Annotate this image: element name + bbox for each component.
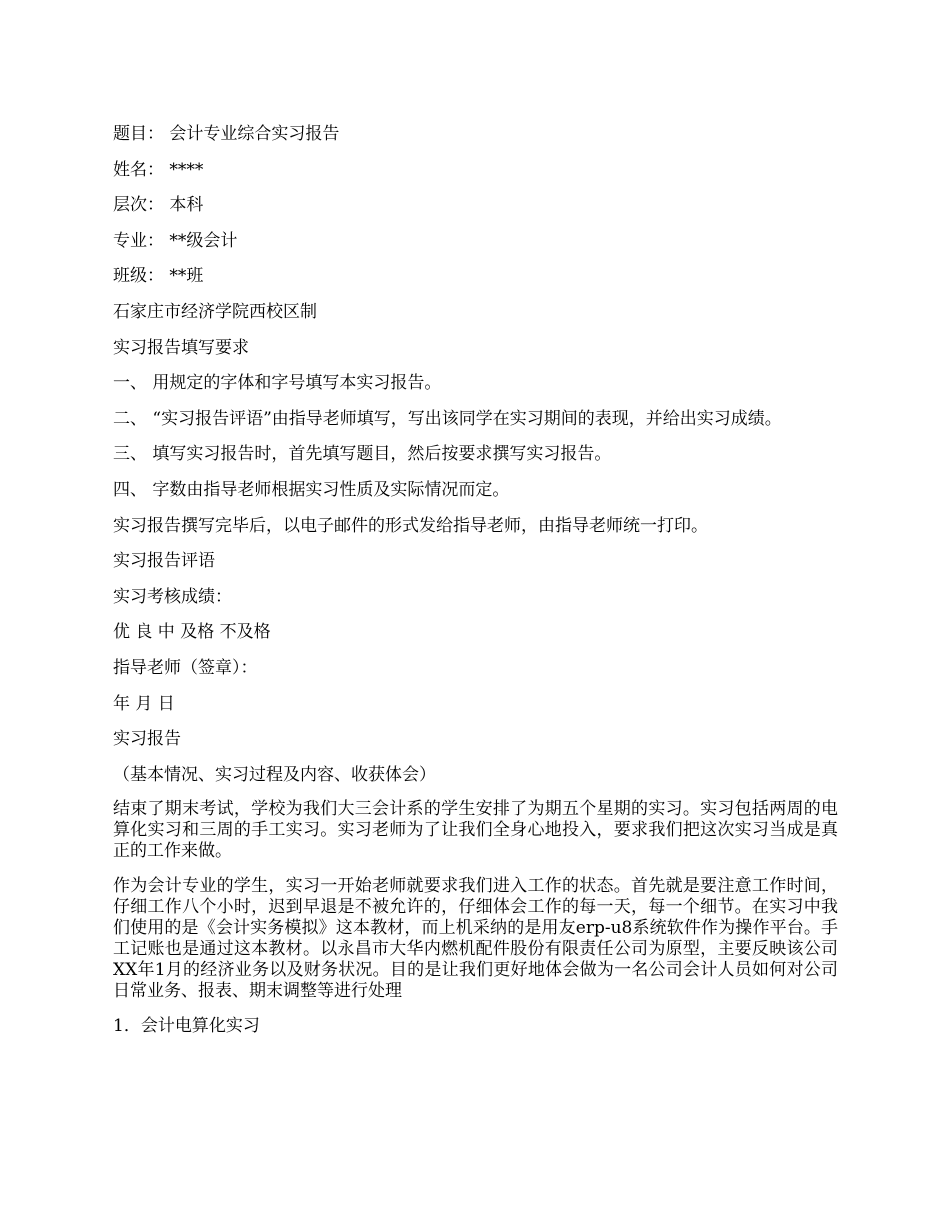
requirement-item-1: 一、 用规定的字体和字号填写本实习报告。 — [113, 373, 442, 394]
report-heading: 实习报告 — [113, 729, 181, 750]
evaluation-grades: 优 良 中 及格 不及格 — [113, 622, 271, 643]
requirements-heading: 实习报告填写要求 — [113, 337, 249, 358]
cover-title: 题目： 会计专业综合实习报告 — [113, 124, 340, 144]
cover-level: 层次： 本科 — [113, 195, 204, 216]
report-section-1-heading: 1．会计电算化实习 — [113, 1016, 260, 1037]
cover-class: 班级： **班 — [113, 266, 204, 287]
report-paragraph-2: 作为会计专业的学生，实习一开始老师就要求我们进入工作的状态。首先就是要注意工作时间，仔细工作八个小时，迟到早退是不被允许的，仔细体会工作的每一天，每一个细节。在实习中我们使用的是《会计实务模拟》这本教材，而上机采纳的是用友erp-u8系统软件作为操作平台。手工记账也是通过这本教材。以永昌市大华内燃机配件股份有限责任公司为原型，主要反映该公司XX年1月的经济业务以及财务状况。目的是让我们更好地体会做为一名公司会计人员如何对公司日常业务、报表、期末调整等进行处理 — [113, 875, 838, 1001]
requirement-item-3: 三、 填写实习报告时，首先填写题目，然后按要求撰写实习报告。 — [113, 444, 612, 465]
evaluation-teacher: 指导老师（签章）： — [113, 657, 258, 678]
report-paragraph-1: 结束了期末考试，学校为我们大三会计系的学生安排了为期五个星期的实习。实习包括两周的电算化实习和三周的手工实习。实习老师为了让我们全身心地投入，要求我们把这次实习当成是真正的工作来做。 — [113, 799, 838, 862]
requirement-item-4: 四、 字数由指导老师根据实习性质及实际情况而定。 — [113, 479, 510, 500]
report-subheading: （基本情况、实习过程及内容、收获体会） — [113, 764, 436, 785]
evaluation-date: 年 月 日 — [113, 693, 175, 714]
evaluation-score-label: 实习考核成绩： — [113, 586, 232, 607]
cover-school: 石家庄市经济学院西校区制 — [113, 301, 317, 322]
document-page — [113, 123, 838, 1051]
cover-name: 姓名： **** — [113, 159, 204, 180]
requirements-note: 实习报告撰写完毕后，以电子邮件的形式发给指导老师，由指导老师统一打印。 — [113, 515, 708, 536]
evaluation-heading: 实习报告评语 — [113, 551, 215, 572]
requirement-item-2: 二、 “实习报告评语”由指导老师填写，写出该同学在实习期间的表现，并给出实习成绩。 — [113, 408, 782, 429]
cover-major: 专业： **级会计 — [113, 230, 238, 251]
